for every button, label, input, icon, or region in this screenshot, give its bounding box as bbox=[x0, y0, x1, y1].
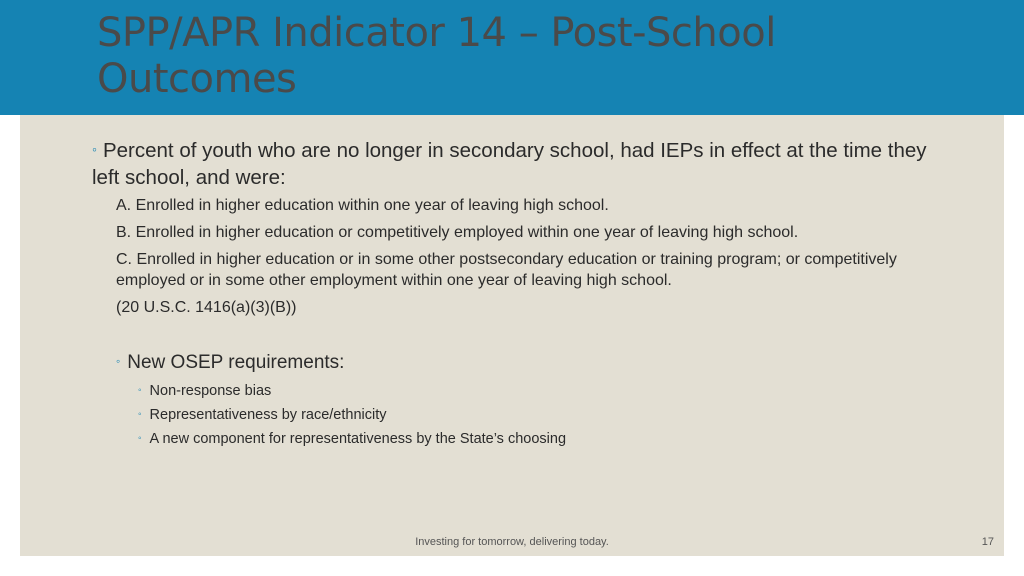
open-circle-bullet-icon: ◦ bbox=[138, 385, 142, 396]
osep-item-text: Representativeness by race/ethnicity bbox=[149, 407, 387, 423]
sub-item-c: C. Enrolled in higher education or in some other postsecondary education or training program; or competitively employed or in some other employment within one year of leaving high school. bbox=[116, 251, 897, 289]
content-panel bbox=[20, 115, 1004, 556]
open-circle-bullet-icon: ◦ bbox=[116, 354, 121, 368]
osep-heading-bullet bbox=[116, 351, 936, 376]
list-item bbox=[138, 380, 938, 404]
list-item bbox=[138, 428, 938, 452]
open-circle-bullet-icon: ◦ bbox=[92, 141, 97, 157]
osep-item-text: Non-response bias bbox=[149, 383, 272, 399]
osep-heading: New OSEP requirements: bbox=[127, 352, 345, 373]
citation: (20 U.S.C. 1416(a)(3)(B)) bbox=[116, 299, 297, 316]
sub-item-b: B. Enrolled in higher education or competitively employed within one year of leaving high school. bbox=[116, 224, 799, 241]
title-band bbox=[0, 0, 1024, 115]
osep-requirements-list bbox=[138, 380, 938, 452]
slide-title: SPP/APR Indicator 14 – Post-School Outcomes bbox=[97, 10, 776, 102]
osep-item-text: A new component for representativeness by the State’s choosing bbox=[149, 431, 567, 447]
open-circle-bullet-icon: ◦ bbox=[138, 433, 142, 444]
main-bullet bbox=[92, 138, 932, 191]
list-item bbox=[138, 404, 938, 428]
indicator-sub-list bbox=[116, 195, 936, 324]
sub-item-a: A. Enrolled in higher education within one year of leaving high school. bbox=[116, 197, 609, 214]
page-number: 17 bbox=[981, 536, 994, 548]
main-bullet-text: Percent of youth who are no longer in secondary school, had IEPs in effect at the time they left school, and were: bbox=[92, 139, 927, 189]
open-circle-bullet-icon: ◦ bbox=[138, 409, 142, 420]
slide-footer: Investing for tomorrow, delivering today. bbox=[415, 536, 609, 548]
